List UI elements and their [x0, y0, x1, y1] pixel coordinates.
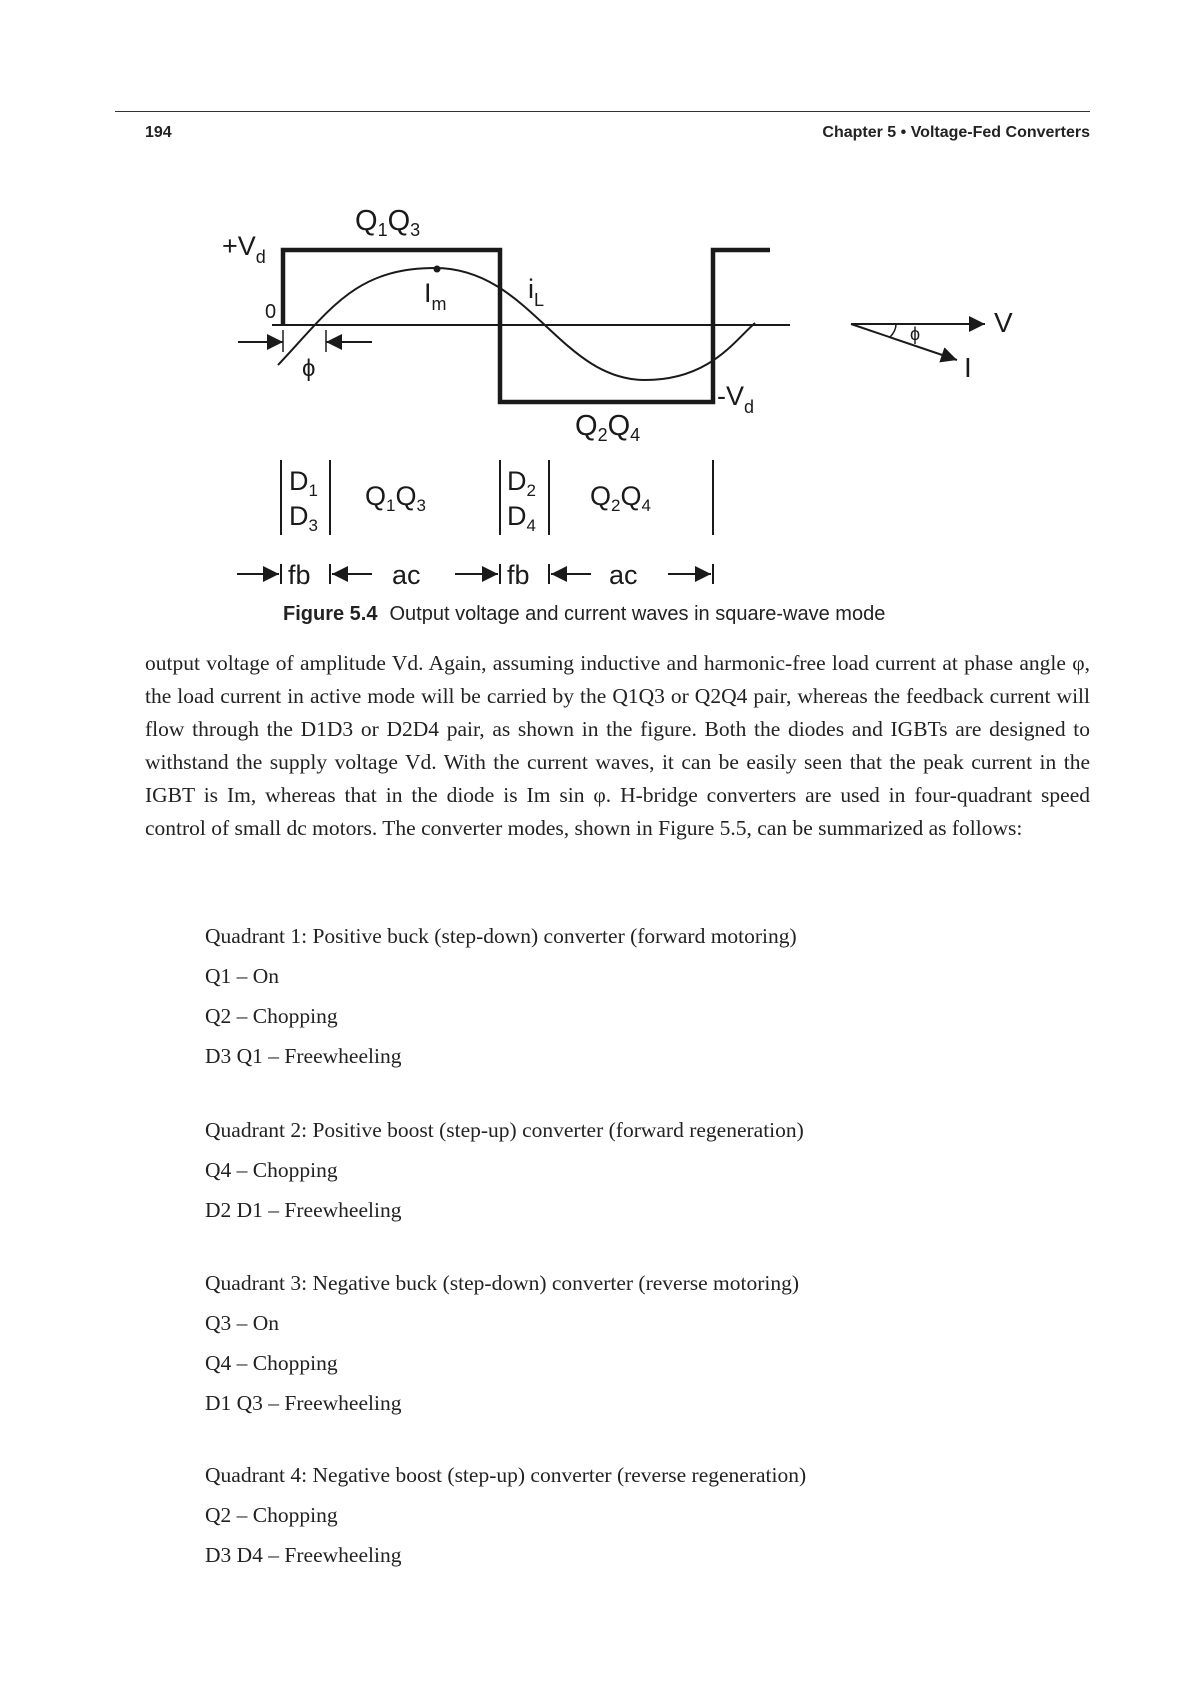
phasor-i-line: [851, 324, 957, 360]
caption-label: Figure 5.4: [283, 603, 378, 625]
quadrant-item: Q1 – On: [205, 964, 280, 988]
header-rule: [115, 111, 1090, 112]
peak-dot: [434, 266, 441, 273]
waveform-diagram: [0, 190, 1190, 610]
label-phi: ϕ: [302, 355, 316, 382]
block-q1q3: $Q_1Q_3$: [365, 481, 426, 515]
interval-ac-1: ac: [392, 560, 421, 590]
figure-5-4: [0, 190, 1190, 640]
quadrant-3: [205, 1263, 799, 1423]
caption-text: Output voltage and current waves in square-wave mode: [389, 603, 886, 625]
quadrant-item: D2 D1 – Freewheeling: [205, 1198, 402, 1222]
label-q1q3-top: $Q_1Q_3$: [355, 205, 421, 240]
label-zero: 0: [265, 301, 277, 323]
quadrant-item: Q2 – Chopping: [205, 1503, 338, 1527]
block-d2: $D_2$: [507, 466, 536, 500]
quadrant-item: D1 Q3 – Freewheeling: [205, 1391, 402, 1415]
phasor-i-label: I: [964, 352, 972, 383]
figure-caption: [283, 603, 885, 626]
quadrant-item: Q3 – On: [205, 1311, 280, 1335]
phasor-v-label: V: [994, 307, 1013, 338]
quadrant-item: D3 Q1 – Freewheeling: [205, 1044, 402, 1068]
quadrant-item: D3 D4 – Freewheeling: [205, 1543, 402, 1567]
label-q2q4-mid: $Q_2Q_4$: [575, 410, 641, 445]
quadrant-title: Quadrant 1: Positive buck (step-down) converter (forward motoring): [205, 924, 797, 948]
interval-fb-2: fb: [507, 560, 530, 590]
label-il: $i_L$: [528, 274, 545, 310]
quadrant-4: [205, 1455, 806, 1575]
quadrant-title: Quadrant 2: Positive boost (step-up) converter (forward regeneration): [205, 1118, 804, 1142]
interval-ac-2: ac: [609, 560, 638, 590]
quadrant-2: [205, 1110, 804, 1230]
body-paragraph: [145, 647, 1090, 845]
phasor-phi: ϕ: [910, 324, 921, 344]
block-d1: $D_1$: [289, 466, 318, 500]
phasor-angle-arc: [890, 324, 896, 337]
interval-fb-1: fb: [288, 560, 311, 590]
quadrant-item: Q4 – Chopping: [205, 1351, 338, 1375]
label-minus-vd: $-V_d$: [717, 381, 755, 417]
paragraph-text: output voltage of amplitude Vd. Again, assuming inductive and harmonic-free load current at phase angle φ, the load current in active mode will be carried by the Q1Q3 or Q2Q4 pair, whereas the feedback current will flow through the D1D3 or D2D4 pair, as shown in the figure. Both the diodes and IGBTs are designed to withstand the supply voltage Vd. With the current waves, it can be easily seen that the peak current in the IGBT is Im, whereas that in the diode is Im sin φ. H-bridge converters are used in four-quadrant speed control of small dc motors. The converter modes, shown in Figure 5.5, can be summarized as follows:: [145, 651, 1090, 840]
running-head: Chapter 5 • Voltage-Fed Converters: [822, 124, 1090, 141]
block-d3: $D_3$: [289, 501, 318, 535]
quadrant-title: Quadrant 4: Negative boost (step-up) converter (reverse regeneration): [205, 1463, 807, 1487]
label-plus-vd: $+V_d$: [222, 231, 266, 267]
label-im: $I_m$: [424, 278, 447, 314]
page-number: 194: [145, 124, 172, 141]
block-d4: $D_4$: [507, 501, 536, 535]
quadrant-1: [205, 916, 797, 1076]
block-q2q4: $Q_2Q_4$: [590, 481, 651, 515]
quadrant-item: Q4 – Chopping: [205, 1158, 338, 1182]
quadrant-title: Quadrant 3: Negative buck (step-down) converter (reverse motoring): [205, 1271, 800, 1295]
quadrant-item: Q2 – Chopping: [205, 1004, 338, 1028]
